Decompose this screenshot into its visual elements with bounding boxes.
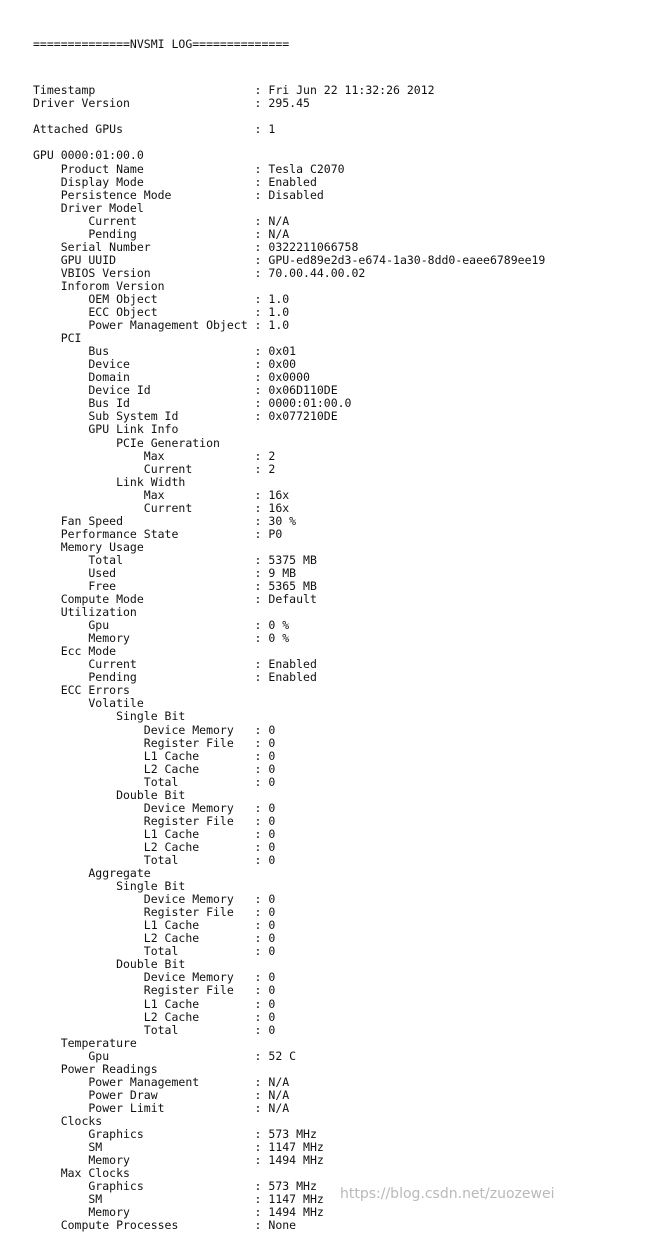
log-line: Pending : N/A bbox=[33, 226, 290, 241]
log-output bbox=[0, 12, 654, 1258]
log-line: L2 Cache : 0 bbox=[33, 761, 276, 776]
log-line: Current : Enabled bbox=[33, 657, 317, 672]
log-line: Power Limit : N/A bbox=[33, 1100, 290, 1115]
log-line: Used : 9 MB bbox=[33, 565, 297, 580]
log-line: Max : 16x bbox=[33, 487, 290, 502]
log-line: Single Bit bbox=[33, 709, 186, 724]
log-line: Device Memory : 0 bbox=[33, 970, 276, 985]
log-line: Product Name : Tesla C2070 bbox=[33, 161, 345, 176]
log-line: Register File : 0 bbox=[33, 735, 276, 750]
log-line: Compute Mode : Default bbox=[33, 592, 317, 607]
log-line: Register File : 0 bbox=[33, 983, 276, 998]
log-line: Serial Number : 0322211066758 bbox=[33, 239, 359, 254]
log-line: Temperature bbox=[33, 1035, 137, 1050]
log-line: Total : 0 bbox=[33, 944, 276, 959]
log-line: Gpu : 0 % bbox=[33, 618, 290, 633]
log-line: Persistence Mode : Disabled bbox=[33, 187, 324, 202]
log-line: PCIe Generation bbox=[33, 435, 220, 450]
log-line: Memory Usage bbox=[33, 539, 144, 554]
log-line: OEM Object : 1.0 bbox=[33, 291, 290, 306]
log-body bbox=[33, 84, 654, 1232]
log-line: L1 Cache : 0 bbox=[33, 826, 276, 841]
log-line: ECC Errors bbox=[33, 683, 130, 698]
log-line: Power Draw : N/A bbox=[33, 1087, 290, 1102]
log-line: Ecc Mode bbox=[33, 644, 117, 659]
watermark-text: https://blog.csdn.net/zuozewei bbox=[340, 1186, 555, 1202]
log-line: Power Readings bbox=[33, 1061, 158, 1076]
log-line: Double Bit bbox=[33, 957, 186, 972]
log-line: Register File : 0 bbox=[33, 813, 276, 828]
log-line: Total : 5375 MB bbox=[33, 552, 317, 567]
log-line: Gpu : 52 C bbox=[33, 1048, 297, 1063]
log-line: GPU Link Info bbox=[33, 422, 179, 437]
log-line: Display Mode : Enabled bbox=[33, 174, 317, 189]
log-line: Current : 16x bbox=[33, 500, 290, 515]
log-line: Graphics : 573 MHz bbox=[33, 1179, 317, 1194]
log-line: Total : 0 bbox=[33, 853, 276, 867]
log-line: L1 Cache : 0 bbox=[33, 748, 276, 763]
log-line: Compute Processes : None bbox=[33, 1218, 297, 1233]
log-line: Total : 0 bbox=[33, 774, 276, 789]
log-line: Max : 2 bbox=[33, 448, 276, 463]
log-line: SM : 1147 MHz bbox=[33, 1192, 324, 1207]
log-line: Volatile bbox=[33, 696, 144, 711]
log-line: L1 Cache : 0 bbox=[33, 996, 276, 1011]
log-line: PCI bbox=[33, 331, 82, 346]
log-line: ECC Object : 1.0 bbox=[33, 305, 290, 320]
log-line: Aggregate bbox=[33, 866, 151, 881]
log-line: Attached GPUs : 1 bbox=[33, 122, 276, 137]
log-line: Utilization bbox=[33, 605, 137, 620]
log-line: Current : N/A bbox=[33, 213, 290, 228]
log-line: Sub System Id : 0x077210DE bbox=[33, 409, 338, 424]
log-line: Power Management Object : 1.0 bbox=[33, 318, 290, 333]
log-line: L1 Cache : 0 bbox=[33, 918, 276, 933]
log-line: SM : 1147 MHz bbox=[33, 1140, 324, 1155]
log-header: ==============NVSMI LOG============== bbox=[33, 37, 290, 52]
log-line: Memory : 1494 MHz bbox=[33, 1153, 324, 1168]
log-line: GPU UUID : GPU-ed89e2d3-e674-1a30-8dd0-eaee6789ee19 bbox=[33, 252, 546, 267]
log-line: Performance State : P0 bbox=[33, 526, 283, 541]
log-line: Double Bit bbox=[33, 787, 186, 802]
log-line: Link Width bbox=[33, 474, 186, 489]
log-line: Free : 5365 MB bbox=[33, 579, 317, 594]
log-line: VBIOS Version : 70.00.44.00.02 bbox=[33, 265, 366, 280]
log-line: GPU 0000:01:00.0 bbox=[33, 148, 144, 163]
log-line: Register File : 0 bbox=[33, 905, 276, 920]
log-line: Power Management : N/A bbox=[33, 1074, 290, 1089]
log-line: Bus : 0x01 bbox=[33, 344, 297, 359]
log-line: Clocks bbox=[33, 1113, 103, 1128]
log-line: Driver Model bbox=[33, 200, 144, 215]
log-line: Bus Id : 0000:01:00.0 bbox=[33, 396, 352, 411]
log-line: Current : 2 bbox=[33, 461, 276, 476]
log-line: L2 Cache : 0 bbox=[33, 931, 276, 946]
log-line: Driver Version : 295.45 bbox=[33, 96, 310, 111]
log-line: L2 Cache : 0 bbox=[33, 839, 276, 854]
log-line: Total : 0 bbox=[33, 1022, 276, 1037]
log-line: Device : 0x00 bbox=[33, 357, 297, 372]
log-line: Domain : 0x0000 bbox=[33, 370, 310, 385]
log-line: Device Memory : 0 bbox=[33, 800, 276, 815]
log-line: Device Memory : 0 bbox=[33, 722, 276, 737]
log-line: Inforom Version bbox=[33, 278, 165, 293]
log-line: Memory : 0 % bbox=[33, 631, 290, 646]
log-line: Pending : Enabled bbox=[33, 670, 317, 685]
log-line: L2 Cache : 0 bbox=[33, 1009, 276, 1024]
log-line: Fan Speed : 30 % bbox=[33, 513, 297, 528]
log-line: Graphics : 573 MHz bbox=[33, 1126, 317, 1141]
log-line: Max Clocks bbox=[33, 1166, 130, 1181]
log-line: Timestamp : Fri Jun 22 11:32:26 2012 bbox=[33, 83, 435, 98]
log-line: Device Id : 0x06D110DE bbox=[33, 383, 338, 398]
log-line: Device Memory : 0 bbox=[33, 892, 276, 907]
log-line: Single Bit bbox=[33, 879, 186, 894]
log-line: Memory : 1494 MHz bbox=[33, 1205, 324, 1220]
